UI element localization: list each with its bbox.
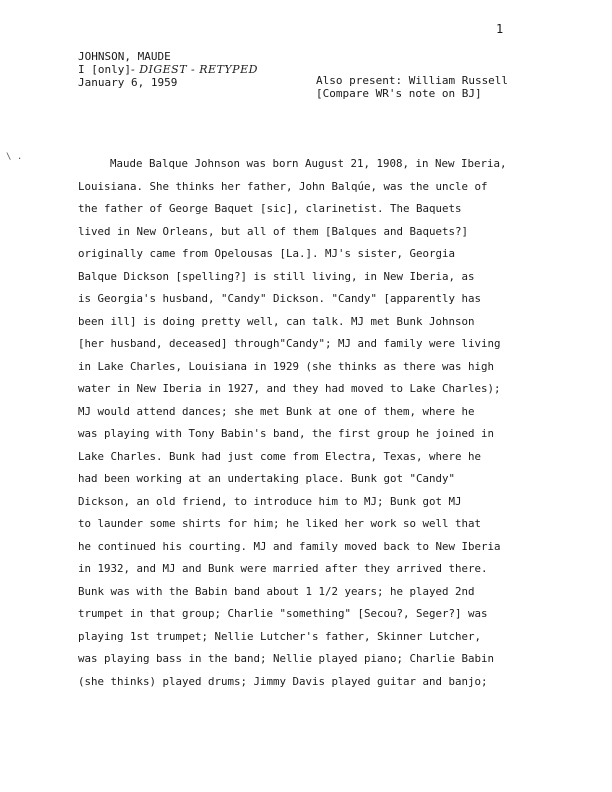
body-line: was playing with Tony Babin's band, the first group he joined in: [78, 427, 495, 440]
body-line: is Georgia's husband, "Candy" Dickson. "Candy" [apparently has: [78, 292, 482, 305]
body-line: was playing bass in the band; Nellie played piano; Charlie Babin: [78, 652, 495, 665]
body-line: to launder some shirts for him; he liked her work so well that: [78, 517, 482, 530]
attendance-block: [316, 74, 508, 100]
body-line: lived in New Orleans, but all of them [Balques and Baquets?]: [78, 224, 469, 238]
page-number: 1: [496, 22, 504, 36]
interview-type: I [only]: [78, 63, 131, 76]
body-line: MJ would attend dances; she met Bunk at one of them, where he: [78, 404, 475, 418]
body-line: Balque Dickson [spelling?] is still living, in New Iberia, as: [78, 269, 475, 283]
body-line: trumpet in that group; Charlie "something" [Secou?, Seger?] was: [78, 607, 488, 620]
body-line: (she thinks) played drums; Jimmy Davis played guitar and banjo;: [78, 674, 488, 688]
body-line: Dickson, an old friend, to introduce him to MJ; Bunk got MJ: [78, 494, 462, 508]
body-line: Bunk was with the Babin band about 1 1/2 years; he played 2nd: [78, 584, 475, 598]
document-header: [78, 50, 258, 89]
body-line: in Lake Charles, Louisiana in 1929 (she thinks as there was high: [78, 359, 495, 373]
also-present: Also present: William Russell: [316, 74, 509, 87]
handwritten-annotation: - DIGEST - RETYPED: [130, 63, 258, 76]
body-paragraph: [78, 153, 558, 693]
body-line: Louisiana. She thinks her father, John Balqúe, was the uncle of: [78, 179, 488, 193]
margin-mark: \ .: [6, 152, 23, 162]
body-line: the father of George Baquet [sic], clarinetist. The Baquets: [78, 202, 462, 215]
interviewee-name: JOHNSON, MAUDE: [78, 50, 171, 63]
body-line: water in New Iberia in 1927, and they had moved to Lake Charles);: [78, 382, 501, 395]
body-line: originally came from Opelousas [La.]. MJ's sister, Georgia: [78, 247, 456, 260]
body-line: he continued his courting. MJ and family moved back to New Iberia: [78, 539, 501, 553]
compare-note: [Compare WR's note on BJ]: [316, 87, 482, 100]
body-line: Maude Balque Johnson was born August 21, 1908, in New Iberia,: [110, 157, 507, 170]
body-line: [her husband, deceased] through"Candy"; MJ and family were living: [78, 337, 501, 350]
body-line: in 1932, and MJ and Bunk were married after they arrived there.: [78, 562, 488, 575]
interview-type-line: [78, 63, 258, 76]
interview-date: January 6, 1959: [78, 76, 178, 89]
body-line: playing 1st trumpet; Nellie Lutcher's father, Skinner Lutcher,: [78, 629, 482, 643]
body-line: had been working at an undertaking place. Bunk got "Candy": [78, 472, 456, 485]
body-line: Lake Charles. Bunk had just come from Electra, Texas, where he: [78, 449, 482, 463]
body-line: been ill] is doing pretty well, can talk. MJ met Bunk Johnson: [78, 314, 475, 328]
